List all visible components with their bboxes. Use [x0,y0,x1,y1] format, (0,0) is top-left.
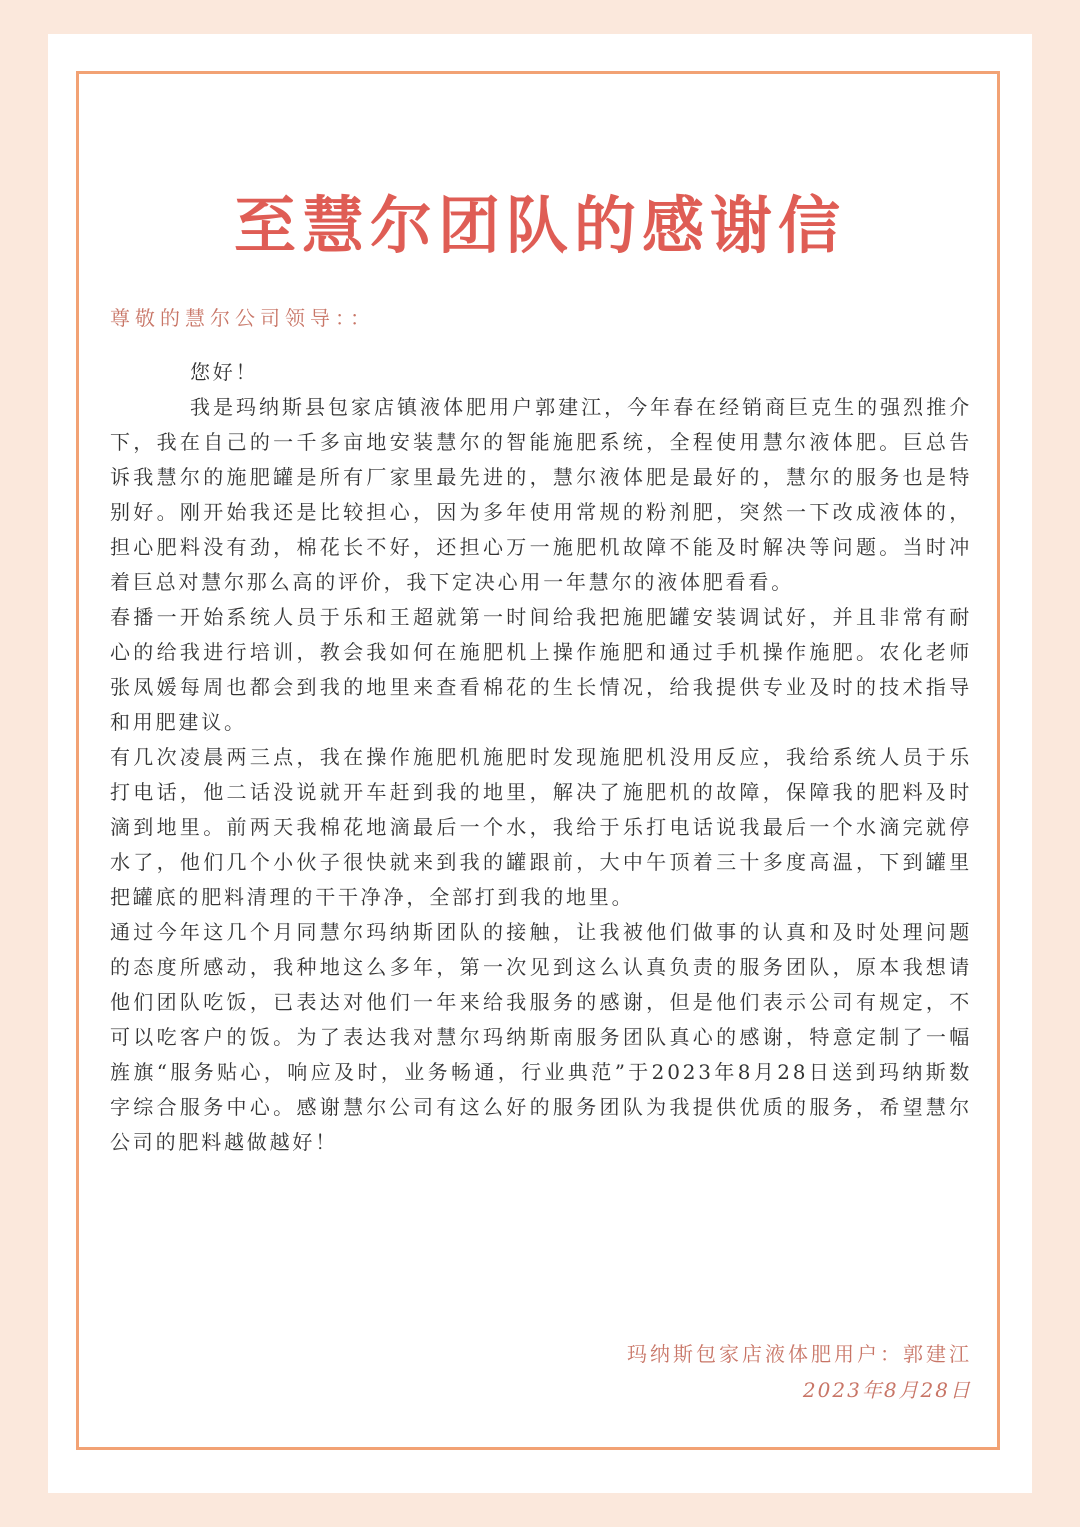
letter-body [110,355,972,1160]
letter-greeting: 您好！ [190,360,259,384]
letter-signature: 玛纳斯包家店液体肥用户：郭建江 [627,1342,972,1366]
letter-paragraph: 有几次凌晨两三点，我在操作施肥机施肥时发现施肥机没用反应，我给系统人员于乐打电话，他二话没说就开车赶到我的地里，解决了施肥机的故障，保障我的肥料及时滴到地里。前两天我棉花地滴最后一个水，我给于乐打电话说我最后一个水滴完就停水了，他们几个小伙子很快就来到我的罐跟前，大中午顶着三十多度高温，下到罐里把罐底的肥料清理的干干净净，全部打到我的地里。 [110,745,972,909]
letter-paragraph: 春播一开始系统人员于乐和王超就第一时间给我把施肥罐安装调试好，并且非常有耐心的给我进行培训，教会我如何在施肥机上操作施肥和通过手机操作施肥。农化老师张凤媛每周也都会到我的地里来查看棉花的生长情况，给我提供专业及时的技术指导和用肥建议。 [110,605,972,734]
letter-date: 2023年8月28日 [802,1378,972,1402]
letter-paragraph: 我是玛纳斯县包家店镇液体肥用户郭建江，今年春在经销商巨克生的强烈推介下，我在自己的一千多亩地安装慧尔的智能施肥系统，全程使用慧尔液体肥。巨总告诉我慧尔的施肥罐是所有厂家里最先进的，慧尔液体肥是最好的，慧尔的服务也是特别好。刚开始我还是比较担心，因为多年使用常规的粉剂肥，突然一下改成液体的，担心肥料没有劲，棉花长不好，还担心万一施肥机故障不能及时解决等问题。当时冲着巨总对慧尔那么高的评价，我下定决心用一年慧尔的液体肥看看。 [110,395,972,594]
letter-salutation: 尊敬的慧尔公司领导：： [110,306,375,330]
letter-title: 至慧尔团队的感谢信 [233,189,846,262]
letter-paragraph: 通过今年这几个月同慧尔玛纳斯团队的接触，让我被他们做事的认真和及时处理问题的态度所感动，我种地这么多年，第一次见到这么认真负责的服务团队，原本我想请他们团队吃饭，已表达对他们一年来给我服务的感谢，但是他们表示公司有规定，不可以吃客户的饭。为了表达我对慧尔玛纳斯南服务团队真心的感谢，特意定制了一幅旌旗“服务贴心，响应及时，业务畅通，行业典范”于2023年8月28日送到玛纳斯数字综合服务中心。感谢慧尔公司有这么好的服务团队为我提供优质的服务，希望慧尔公司的肥料越做越好！ [110,920,972,1154]
